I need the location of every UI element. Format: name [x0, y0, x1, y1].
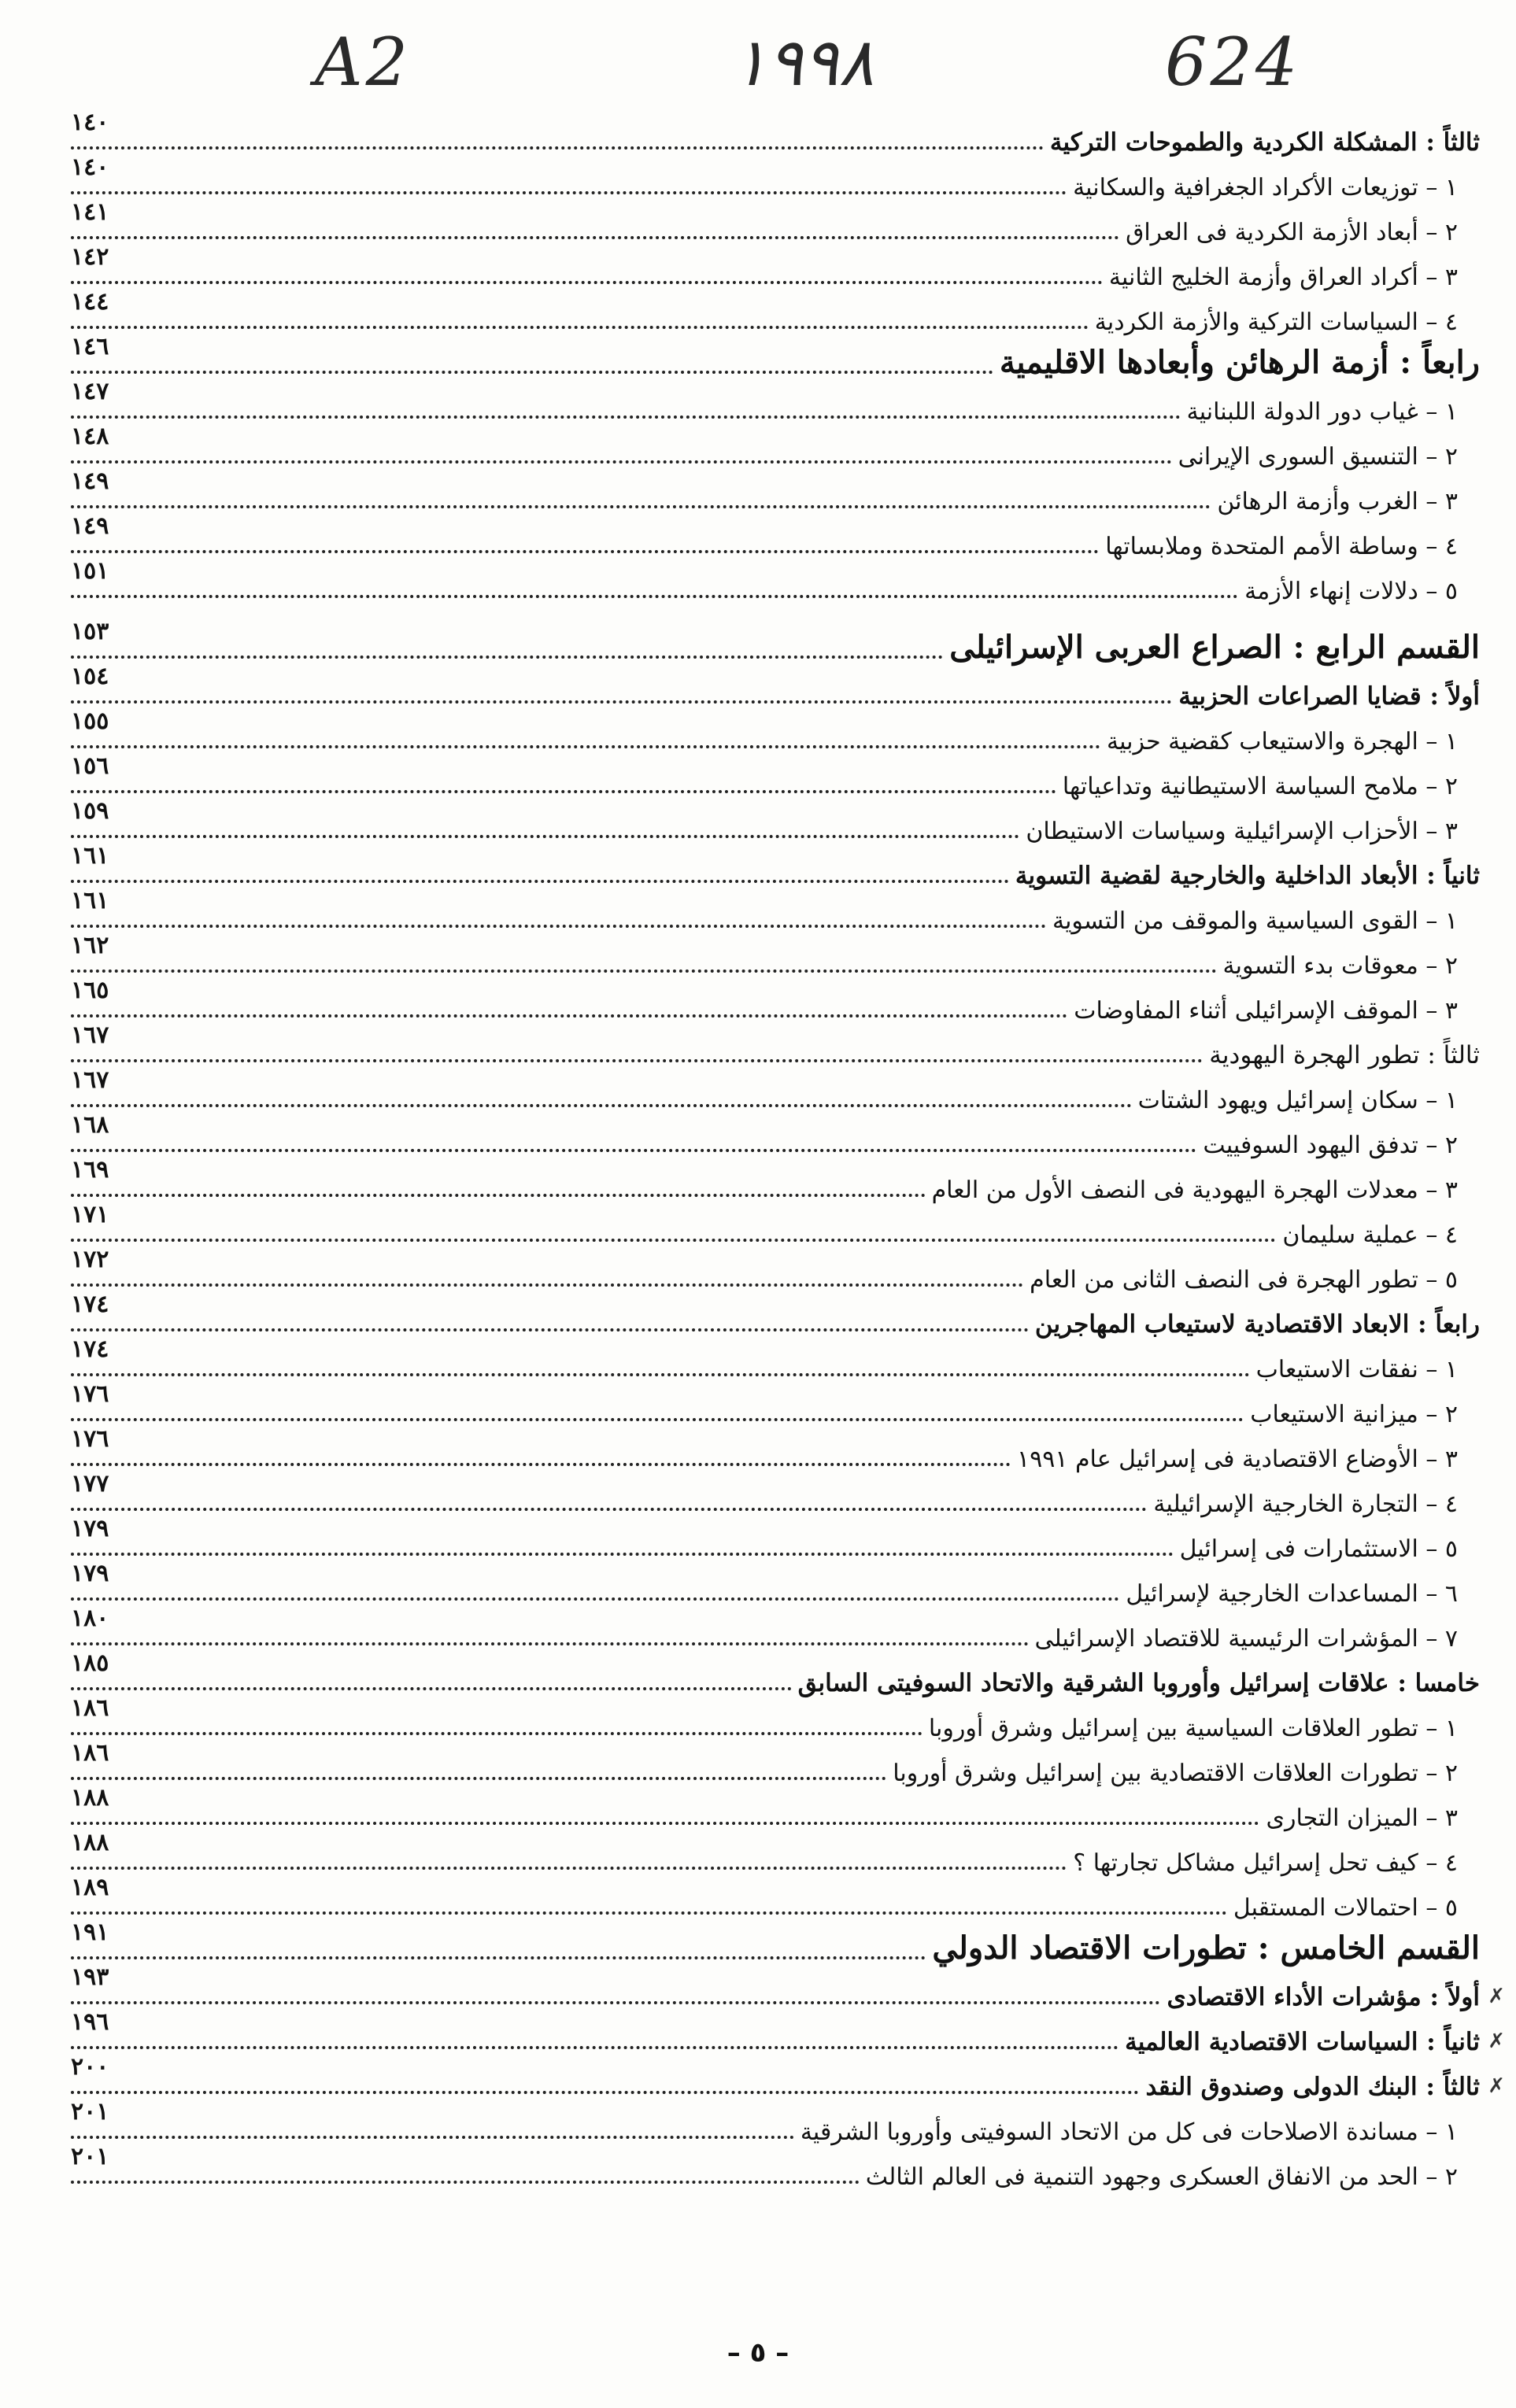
toc-entry-title: أولاً : مؤشرات الأداء الاقتصادى	[1167, 1983, 1480, 2011]
toc-entry-title: القسم الخامس : تطورات الاقتصاد الدولي	[932, 1930, 1480, 1967]
toc-entry-page: ١٨٥	[71, 1649, 109, 1677]
toc-entry	[71, 1111, 1480, 1164]
toc-entry-page: ١٧٩	[71, 1560, 109, 1587]
toc-entry-page: ١٧٧	[71, 1470, 109, 1498]
toc-entry	[71, 618, 1480, 670]
dot-leader	[71, 700, 1172, 704]
dot-leader	[71, 656, 943, 659]
dot-leader	[71, 2091, 1139, 2094]
dot-leader	[71, 460, 1172, 464]
toc-entry-page: ١٨٦	[71, 1739, 109, 1767]
dot-leader	[71, 1597, 1119, 1601]
toc-entry-title: خامسا : علاقات إسرائيل وأوروبا الشرقية والاتحاد السوفيتى السابق	[797, 1669, 1480, 1697]
toc-entry-page: ١٦٩	[71, 1156, 109, 1184]
toc-entry-title: ثانياً : السياسات الاقتصادية العالمية	[1125, 2028, 1480, 2056]
toc-entry-page: ١٧٩	[71, 1515, 109, 1542]
toc-entry	[71, 1156, 1480, 1209]
dot-leader	[71, 1508, 1147, 1511]
dot-leader	[71, 1283, 1023, 1287]
dot-leader	[71, 925, 1046, 928]
toc-entry	[71, 1919, 1480, 1971]
toc-entry	[71, 1560, 1480, 1612]
toc-entry	[71, 1470, 1480, 1523]
toc-entry-page: ١٨٩	[71, 1874, 109, 1901]
toc-entry-page: ١٩١	[71, 1919, 109, 1946]
dot-leader	[71, 1867, 1067, 1870]
toc-entry-page: ١٦١	[71, 842, 109, 870]
toc-entry-title: ٢ – تطورات العلاقات الاقتصادية بين إسرائيل وشرق أوروبا	[893, 1760, 1458, 1787]
toc-entry	[71, 1649, 1480, 1702]
toc-entry-page: ١٤١	[71, 198, 109, 226]
toc-entry	[71, 1739, 1480, 1792]
toc-entry	[71, 378, 1480, 430]
toc-entry-title: ١ – الهجرة والاستيعاب كقضية حزبية	[1107, 728, 1458, 755]
toc-entry-page: ١٤٦	[71, 333, 109, 360]
toc-entry-page: ١٧٦	[71, 1425, 109, 1453]
toc-entry-title: القسم الرابع : الصراع العربى الإسرائيلى	[949, 629, 1480, 666]
toc-entry-page: ١٦٨	[71, 1111, 109, 1139]
dot-leader	[71, 1777, 886, 1780]
dot-leader	[71, 1373, 1250, 1376]
dot-leader	[71, 2001, 1160, 2004]
dot-leader	[71, 415, 1181, 419]
toc-entry-title: ٣ – الميزان التجارى	[1266, 1804, 1458, 1832]
toc-entry-page: ١٤٩	[71, 467, 109, 495]
dot-leader	[71, 595, 1238, 598]
toc-entry-page: ١٤٤	[71, 288, 109, 316]
dot-leader	[71, 1328, 1029, 1331]
toc-entry	[71, 557, 1480, 610]
dot-leader	[71, 745, 1100, 748]
toc-entry	[71, 1335, 1480, 1388]
toc-entry	[71, 1380, 1480, 1433]
page-number: – ٥ –	[727, 2337, 789, 2369]
toc-entry-page: ١٥٤	[71, 663, 109, 690]
toc-entry	[71, 1515, 1480, 1568]
toc-entry-page: ١٤٨	[71, 423, 109, 450]
toc-entry-page: ١٧٢	[71, 1246, 109, 1273]
toc-entry	[71, 1963, 1505, 2016]
toc-entry-title: ١ – غياب دور الدولة اللبنانية	[1186, 398, 1458, 426]
toc-entry	[71, 1201, 1480, 1254]
dot-leader	[71, 1418, 1244, 1421]
toc-entry	[71, 243, 1480, 296]
toc-entry-page: ٢٠١	[71, 2098, 109, 2125]
toc-entry	[71, 198, 1480, 251]
toc-entry-page: ١٨٠	[71, 1605, 109, 1632]
toc-entry-title: ٥ – تطور الهجرة فى النصف الثانى من العام	[1030, 1266, 1458, 1294]
dot-leader	[71, 1194, 926, 1197]
dot-leader	[71, 2136, 794, 2139]
toc-entry	[71, 467, 1480, 520]
toc-entry-title: ٢ – ملامح السياسة الاستيطانية وتداعياتها	[1062, 773, 1458, 800]
dot-leader	[71, 550, 1099, 553]
toc-entry	[71, 977, 1480, 1029]
dot-leader	[71, 880, 1009, 883]
toc-entry	[71, 1066, 1480, 1119]
toc-entry-title: ١ – تطور العلاقات السياسية بين إسرائيل وشرق أوروبا	[928, 1715, 1458, 1742]
toc-entry-page: ٢٠٠	[71, 2053, 109, 2081]
toc-entry-title: ٣ – أكراد العراق وأزمة الخليج الثانية	[1108, 264, 1458, 291]
toc-entry-title: ٥ – الاستثمارات فى إسرائيل	[1179, 1535, 1458, 1563]
toc-entry-page: ١٤٠	[71, 109, 109, 136]
toc-entry	[71, 663, 1480, 715]
dot-leader	[71, 2181, 860, 2184]
toc-entry-title: ٢ – الحد من الانفاق العسكرى وجهود التنمية فى العالم الثالث	[865, 2163, 1458, 2191]
toc-entry-title: ٢ – أبعاد الأزمة الكردية فى العراق	[1126, 219, 1458, 246]
toc-entry	[71, 1605, 1480, 1657]
handwritten-check-mark: ✗	[1488, 2029, 1505, 2053]
toc-entry-title: رابعاً : الابعاد الاقتصادية لاستيعاب المهاجرين	[1034, 1310, 1480, 1339]
dot-leader	[71, 326, 1089, 329]
dot-leader	[71, 1956, 926, 1959]
toc-entry-title: أولاً : قضايا الصراعات الحزبية	[1178, 682, 1480, 711]
toc-entry-title: ثانياً : الأبعاد الداخلية والخارجية لقضية التسوية	[1015, 862, 1480, 890]
toc-entry-title: ١ – مساندة الاصلاحات فى كل من الاتحاد السوفيتى وأوروبا الشرقية	[800, 2118, 1458, 2146]
dot-leader	[71, 146, 1044, 150]
toc-entry-page: ١٥٥	[71, 707, 109, 735]
dot-leader	[71, 281, 1103, 284]
toc-entry	[71, 1291, 1480, 1343]
toc-entry-title: ١ – توزيعات الأكراد الجغرافية والسكانية	[1073, 174, 1458, 201]
toc-entry-page: ١٤٩	[71, 512, 109, 540]
dot-leader	[71, 1732, 923, 1735]
toc-entry	[71, 1784, 1480, 1837]
handwritten-check-mark: ✗	[1488, 2074, 1505, 2098]
toc-entry-page: ١٨٦	[71, 1694, 109, 1722]
toc-entry-title: ٢ – معوقات بدء التسوية	[1222, 952, 1458, 980]
toc-entry-page: ١٦١	[71, 887, 109, 914]
toc-entry-title: ٣ – الأحزاب الإسرائيلية وسياسات الاستيطان	[1026, 818, 1458, 845]
toc-entry	[71, 153, 1480, 206]
toc-entry	[71, 797, 1480, 850]
dot-leader	[71, 236, 1119, 239]
toc-entry-page: ١٤٢	[71, 243, 109, 271]
toc-entry	[71, 288, 1480, 341]
toc-entry-page: ١٨٨	[71, 1829, 109, 1856]
table-of-contents	[71, 109, 1505, 2196]
toc-entry-page: ٢٠١	[71, 2143, 109, 2170]
toc-entry-title: ثالثاً : تطور الهجرة اليهودية	[1209, 1041, 1480, 1069]
dot-leader	[71, 1463, 1011, 1466]
dot-leader	[71, 1822, 1259, 1825]
dot-leader	[71, 1059, 1203, 1062]
toc-entry-page: ١٨٨	[71, 1784, 109, 1812]
toc-entry-page: ١٧٤	[71, 1335, 109, 1363]
toc-entry-title: ٥ – دلالات إنهاء الأزمة	[1244, 578, 1458, 605]
toc-entry-page: ١٥١	[71, 557, 109, 585]
toc-entry	[71, 1425, 1480, 1478]
toc-entry-title: ٤ – عملية سليمان	[1282, 1221, 1458, 1249]
toc-entry-title: ٧ – المؤشرات الرئيسية للاقتصاد الإسرائيلى	[1034, 1625, 1458, 1653]
dot-leader	[71, 505, 1211, 508]
toc-entry-page: ١٩٦	[71, 2008, 109, 2036]
toc-entry	[71, 1246, 1480, 1298]
toc-entry-title: ٤ – وساطة الأمم المتحدة وملابساتها	[1105, 533, 1458, 560]
toc-entry	[71, 887, 1480, 940]
toc-entry-title: ٤ – السياسات التركية والأزمة الكردية	[1094, 308, 1458, 336]
toc-entry-title: ١ – نفقات الاستيعاب	[1255, 1356, 1458, 1383]
toc-entry	[71, 2053, 1505, 2106]
dot-leader	[71, 835, 1019, 838]
toc-entry	[71, 932, 1480, 984]
dot-leader	[71, 1014, 1067, 1017]
dot-leader	[71, 1553, 1174, 1556]
toc-entry	[71, 109, 1480, 161]
toc-entry-page: ١٩٣	[71, 1963, 109, 1991]
dot-leader	[71, 1642, 1029, 1645]
toc-entry-page: ١٤٠	[71, 153, 109, 181]
toc-entry-title: ١ – القوى السياسية والموقف من التسوية	[1052, 907, 1458, 935]
toc-entry	[71, 1021, 1480, 1074]
toc-entry-page: ١٧١	[71, 1201, 109, 1228]
toc-entry-title: ٥ – احتمالات المستقبل	[1233, 1894, 1458, 1922]
dot-leader	[71, 969, 1217, 973]
toc-entry-page: ١٦٧	[71, 1021, 109, 1049]
toc-entry-page: ١٤٧	[71, 378, 109, 405]
handwritten-note-left: A2	[315, 24, 412, 101]
toc-entry	[71, 423, 1480, 475]
toc-entry	[71, 2008, 1505, 2061]
dot-leader	[71, 1239, 1276, 1242]
dot-leader	[71, 371, 993, 374]
toc-entry-title: ٢ – ميزانية الاستيعاب	[1250, 1401, 1458, 1428]
toc-entry	[71, 512, 1480, 565]
toc-entry-title: ٦ – المساعدات الخارجية لإسرائيل	[1126, 1580, 1458, 1608]
toc-entry-title: ٤ – كيف تحل إسرائيل مشاكل تجارتها ؟	[1073, 1849, 1458, 1877]
toc-entry-page: ١٦٥	[71, 977, 109, 1004]
toc-entry-title: ٣ – معدلات الهجرة اليهودية فى النصف الأول من العام	[931, 1176, 1458, 1204]
toc-entry	[71, 1874, 1480, 1926]
handwritten-note-right: 624	[1165, 24, 1301, 101]
toc-entry-page: ١٥٦	[71, 752, 109, 780]
toc-entry-title: ٢ – تدفق اليهود السوفييت	[1203, 1132, 1458, 1159]
toc-entry	[71, 1829, 1480, 1882]
dot-leader	[71, 191, 1067, 194]
toc-entry-title: ٤ – التجارة الخارجية الإسرائيلية	[1153, 1490, 1458, 1518]
handwritten-note-center: ١٩٩٨	[732, 24, 874, 101]
toc-entry-title: ٣ – الغرب وأزمة الرهائن	[1217, 488, 1458, 515]
toc-entry-title: ثالثاً : البنك الدولى وصندوق النقد	[1145, 2073, 1480, 2101]
toc-entry	[71, 842, 1480, 895]
dot-leader	[71, 1149, 1196, 1152]
toc-entry-title: رابعاً : أزمة الرهائن وأبعادها الاقليمية	[999, 344, 1480, 381]
toc-entry-title: ثالثاً : المشكلة الكردية والطموحات التركية	[1049, 128, 1480, 157]
dot-leader	[71, 1687, 792, 1690]
toc-entry-title: ٣ – الموقف الإسرائيلى أثناء المفاوضات	[1074, 997, 1458, 1025]
toc-entry	[71, 752, 1480, 805]
dot-leader	[71, 1104, 1132, 1107]
toc-entry-page: ١٥٩	[71, 797, 109, 825]
toc-entry-title: ١ – سكان إسرائيل ويهود الشتات	[1137, 1087, 1458, 1114]
handwritten-check-mark: ✗	[1488, 1985, 1505, 2008]
toc-entry	[71, 2143, 1480, 2196]
dot-leader	[71, 790, 1056, 793]
toc-entry-page: ١٦٧	[71, 1066, 109, 1094]
toc-entry-page: ١٧٦	[71, 1380, 109, 1408]
dot-leader	[71, 1911, 1227, 1915]
toc-entry-title: ٣ – الأوضاع الاقتصادية فى إسرائيل عام ١٩٩١	[1016, 1446, 1458, 1473]
toc-entry-page: ١٦٢	[71, 932, 109, 959]
toc-entry-page: ١٥٣	[71, 618, 109, 645]
toc-entry	[71, 707, 1480, 760]
toc-entry	[71, 2098, 1480, 2151]
toc-entry	[71, 1694, 1480, 1747]
toc-entry	[71, 333, 1480, 386]
toc-entry-page: ١٧٤	[71, 1291, 109, 1318]
toc-entry-title: ٢ – التنسيق السورى الإيرانى	[1178, 443, 1458, 471]
dot-leader	[71, 2046, 1119, 2049]
